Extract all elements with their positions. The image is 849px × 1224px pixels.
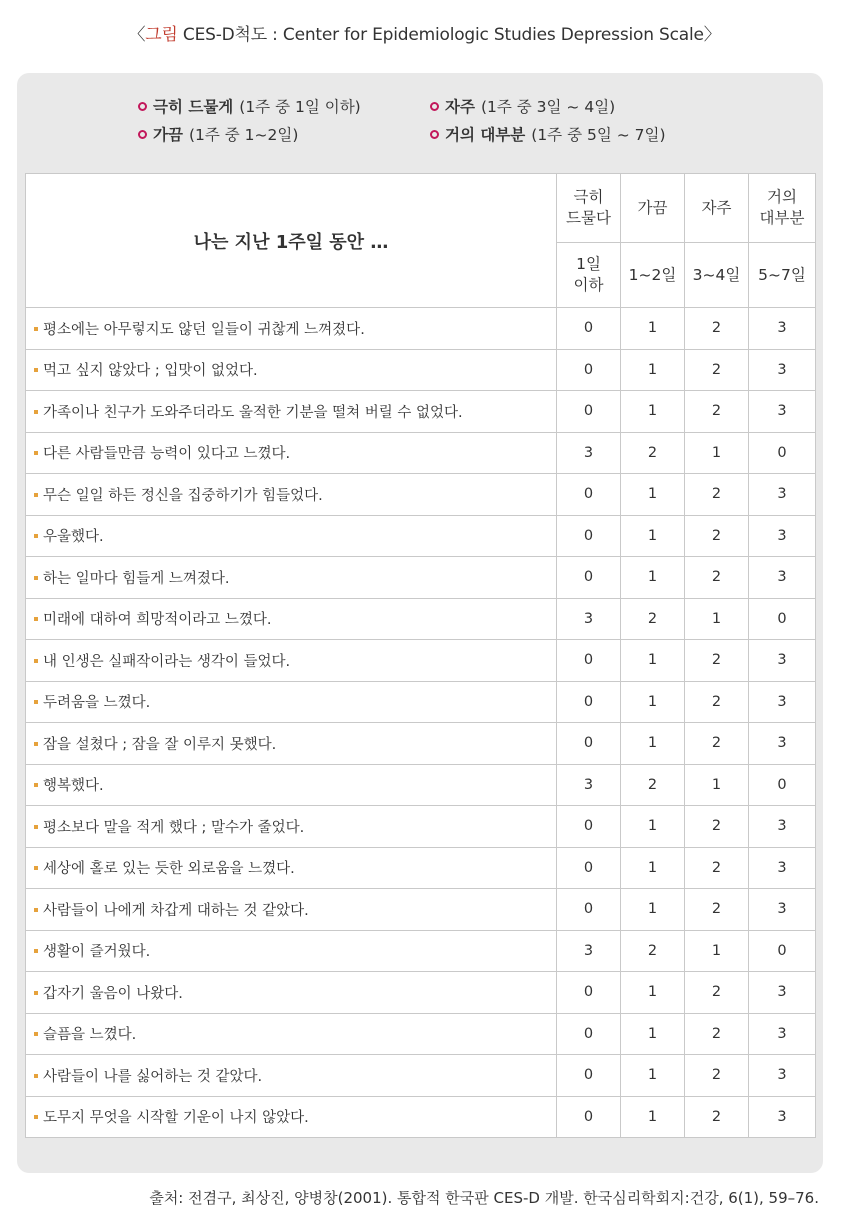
item-text: 갑자기 울음이 나왔다. bbox=[43, 985, 183, 1002]
score-cell: 0 bbox=[557, 806, 621, 848]
column-header-rarely bbox=[557, 174, 621, 243]
score-cell: 3 bbox=[749, 972, 816, 1014]
item-text: 사람들이 나에게 차갑게 대하는 것 같았다. bbox=[43, 902, 309, 919]
table-row bbox=[26, 557, 816, 599]
legend-detail: (1주 중 5일 ~ 7일) bbox=[531, 126, 666, 144]
item-text: 가족이나 친구가 도와주더라도 울적한 기분을 떨쳐 버릴 수 없었다. bbox=[43, 404, 463, 421]
item-cell bbox=[26, 515, 557, 557]
score-cell: 0 bbox=[557, 847, 621, 889]
table-row bbox=[26, 432, 816, 474]
score-cell: 1 bbox=[621, 349, 685, 391]
item-text: 평소보다 말을 적게 했다 ; 말수가 줄었다. bbox=[43, 819, 305, 836]
title-text: CES-D척도 : Center for Epidemiologic Studies Depression Scale bbox=[177, 25, 704, 45]
score-cell: 0 bbox=[749, 598, 816, 640]
score-cell: 0 bbox=[557, 681, 621, 723]
item-cell bbox=[26, 889, 557, 931]
column-subheader-mostly: 5~7일 bbox=[749, 243, 816, 308]
item-cell bbox=[26, 723, 557, 765]
legend-detail: (1주 중 3일 ~ 4일) bbox=[480, 98, 616, 116]
item-cell bbox=[26, 681, 557, 723]
score-cell: 0 bbox=[557, 640, 621, 682]
score-cell: 2 bbox=[685, 1055, 749, 1097]
title-close-bracket: 〉 bbox=[703, 25, 721, 45]
score-cell: 1 bbox=[685, 930, 749, 972]
score-cell: 1 bbox=[621, 847, 685, 889]
score-cell: 1 bbox=[621, 640, 685, 682]
figure-title bbox=[0, 20, 849, 45]
score-cell: 2 bbox=[685, 474, 749, 516]
score-cell: 3 bbox=[749, 640, 816, 682]
score-cell: 0 bbox=[557, 557, 621, 599]
square-bullet-icon bbox=[34, 783, 38, 787]
score-cell: 3 bbox=[749, 847, 816, 889]
header-line: 극히 bbox=[573, 188, 604, 206]
item-cell bbox=[26, 432, 557, 474]
item-text: 무슨 일일 하든 정신을 집중하기가 힘들었다. bbox=[43, 487, 323, 504]
square-bullet-icon bbox=[34, 825, 38, 829]
score-cell: 2 bbox=[685, 1096, 749, 1138]
item-text: 평소에는 아무렇지도 않던 일들이 귀찮게 느껴졌다. bbox=[43, 321, 365, 338]
item-text: 내 인생은 실패작이라는 생각이 들었다. bbox=[43, 653, 291, 670]
ring-bullet-icon bbox=[138, 102, 147, 111]
item-text: 두려움을 느꼈다. bbox=[43, 695, 151, 712]
item-cell bbox=[26, 847, 557, 889]
table-row bbox=[26, 723, 816, 765]
legend-term: 자주 bbox=[445, 98, 475, 116]
header-line: 자주 bbox=[701, 198, 732, 217]
column-header-often bbox=[685, 174, 749, 243]
score-cell: 2 bbox=[685, 889, 749, 931]
score-cell: 1 bbox=[621, 723, 685, 765]
score-cell: 3 bbox=[749, 1096, 816, 1138]
score-cell: 0 bbox=[557, 515, 621, 557]
score-cell: 1 bbox=[621, 1096, 685, 1138]
table-row bbox=[26, 930, 816, 972]
square-bullet-icon bbox=[34, 493, 38, 497]
square-bullet-icon bbox=[34, 742, 38, 746]
column-header-sometimes bbox=[621, 174, 685, 243]
table-row bbox=[26, 308, 816, 350]
item-text: 잠을 설쳤다 ; 잠을 잘 이루지 못했다. bbox=[43, 736, 277, 753]
score-cell: 2 bbox=[621, 764, 685, 806]
score-cell: 1 bbox=[621, 308, 685, 350]
table-row bbox=[26, 391, 816, 433]
score-cell: 2 bbox=[621, 432, 685, 474]
score-cell: 2 bbox=[685, 1013, 749, 1055]
score-cell: 0 bbox=[557, 1096, 621, 1138]
score-cell: 0 bbox=[557, 308, 621, 350]
score-cell: 3 bbox=[749, 557, 816, 599]
square-bullet-icon bbox=[34, 534, 38, 538]
item-cell bbox=[26, 972, 557, 1014]
table-row bbox=[26, 640, 816, 682]
square-bullet-icon bbox=[34, 327, 38, 331]
score-cell: 1 bbox=[685, 598, 749, 640]
header-line: 대부분 bbox=[759, 209, 805, 227]
score-cell: 3 bbox=[749, 515, 816, 557]
square-bullet-icon bbox=[34, 700, 38, 704]
square-bullet-icon bbox=[34, 1074, 38, 1078]
table-row bbox=[26, 972, 816, 1014]
item-cell bbox=[26, 598, 557, 640]
score-cell: 1 bbox=[621, 889, 685, 931]
score-cell: 0 bbox=[557, 349, 621, 391]
item-text: 생활이 즐거웠다. bbox=[43, 944, 151, 961]
item-text: 미래에 대하여 희망적이라고 느꼈다. bbox=[43, 612, 272, 629]
score-cell: 2 bbox=[621, 598, 685, 640]
square-bullet-icon bbox=[34, 368, 38, 372]
item-cell bbox=[26, 640, 557, 682]
square-bullet-icon bbox=[34, 576, 38, 580]
score-cell: 3 bbox=[749, 806, 816, 848]
table-header-main: 나는 지난 1주일 동안 … bbox=[26, 174, 557, 308]
score-cell: 3 bbox=[749, 1055, 816, 1097]
table-row bbox=[26, 1013, 816, 1055]
score-cell: 3 bbox=[557, 598, 621, 640]
score-cell: 0 bbox=[557, 1055, 621, 1097]
score-cell: 1 bbox=[621, 806, 685, 848]
ring-bullet-icon bbox=[430, 102, 439, 111]
ces-d-scale-table bbox=[25, 173, 816, 1138]
score-cell: 0 bbox=[749, 930, 816, 972]
square-bullet-icon bbox=[34, 617, 38, 621]
item-cell bbox=[26, 557, 557, 599]
square-bullet-icon bbox=[34, 451, 38, 455]
score-cell: 2 bbox=[685, 723, 749, 765]
column-subheader-often: 3~4일 bbox=[685, 243, 749, 308]
score-cell: 1 bbox=[621, 1013, 685, 1055]
score-cell: 1 bbox=[685, 764, 749, 806]
item-text: 슬픔을 느꼈다. bbox=[43, 1027, 137, 1044]
table-row bbox=[26, 764, 816, 806]
table-row bbox=[26, 474, 816, 516]
item-cell bbox=[26, 308, 557, 350]
figure-label: 그림 bbox=[145, 25, 178, 45]
table-row bbox=[26, 349, 816, 391]
score-cell: 1 bbox=[621, 557, 685, 599]
square-bullet-icon bbox=[34, 410, 38, 414]
item-text: 먹고 싶지 않았다 ; 입맛이 없었다. bbox=[43, 363, 258, 380]
header-line: 드물다 bbox=[566, 209, 611, 227]
item-cell bbox=[26, 474, 557, 516]
column-subheader-sometimes: 1~2일 bbox=[621, 243, 685, 308]
score-cell: 0 bbox=[557, 972, 621, 1014]
score-cell: 3 bbox=[749, 681, 816, 723]
ring-bullet-icon bbox=[138, 130, 147, 139]
square-bullet-icon bbox=[34, 991, 38, 995]
square-bullet-icon bbox=[34, 659, 38, 663]
score-cell: 3 bbox=[749, 308, 816, 350]
score-cell: 2 bbox=[685, 847, 749, 889]
subheader-line: 1일 bbox=[576, 255, 601, 273]
score-cell: 3 bbox=[557, 432, 621, 474]
score-cell: 0 bbox=[557, 723, 621, 765]
score-cell: 0 bbox=[749, 432, 816, 474]
score-cell: 0 bbox=[557, 889, 621, 931]
square-bullet-icon bbox=[34, 866, 38, 870]
legend-item-often bbox=[430, 95, 750, 117]
subheader-line: 이하 bbox=[573, 276, 604, 294]
item-cell bbox=[26, 930, 557, 972]
legend-item-sometimes bbox=[138, 123, 430, 145]
item-cell bbox=[26, 764, 557, 806]
column-subheader-rarely bbox=[557, 243, 621, 308]
legend-term: 가끔 bbox=[153, 126, 183, 144]
score-cell: 3 bbox=[749, 889, 816, 931]
score-cell: 3 bbox=[557, 764, 621, 806]
item-cell bbox=[26, 1013, 557, 1055]
table-row bbox=[26, 806, 816, 848]
score-cell: 3 bbox=[749, 391, 816, 433]
item-text: 사람들이 나를 싫어하는 것 같았다. bbox=[43, 1068, 263, 1085]
score-cell: 3 bbox=[749, 723, 816, 765]
score-cell: 0 bbox=[557, 1013, 621, 1055]
score-cell: 1 bbox=[621, 515, 685, 557]
score-cell: 0 bbox=[557, 474, 621, 516]
square-bullet-icon bbox=[34, 1115, 38, 1119]
score-cell: 2 bbox=[685, 308, 749, 350]
table-row bbox=[26, 1055, 816, 1097]
table-row bbox=[26, 847, 816, 889]
legend-detail: (1주 중 1~2일) bbox=[188, 126, 299, 144]
score-cell: 2 bbox=[685, 806, 749, 848]
item-cell bbox=[26, 1055, 557, 1097]
legend-term: 극히 드물게 bbox=[153, 98, 234, 116]
title-open-bracket: 〈 bbox=[128, 25, 146, 45]
item-text: 하는 일마다 힘들게 느껴졌다. bbox=[43, 570, 230, 587]
square-bullet-icon bbox=[34, 908, 38, 912]
score-cell: 2 bbox=[685, 349, 749, 391]
score-cell: 1 bbox=[621, 681, 685, 723]
score-cell: 3 bbox=[749, 1013, 816, 1055]
frequency-legend bbox=[138, 95, 758, 145]
score-cell: 2 bbox=[685, 391, 749, 433]
table-row bbox=[26, 598, 816, 640]
table-row bbox=[26, 889, 816, 931]
score-cell: 1 bbox=[685, 432, 749, 474]
score-cell: 1 bbox=[621, 474, 685, 516]
score-cell: 1 bbox=[621, 1055, 685, 1097]
item-cell bbox=[26, 349, 557, 391]
table-row bbox=[26, 1096, 816, 1138]
square-bullet-icon bbox=[34, 949, 38, 953]
item-text: 도무지 무엇을 시작할 기운이 나지 않았다. bbox=[43, 1110, 309, 1127]
score-cell: 2 bbox=[685, 681, 749, 723]
score-cell: 3 bbox=[557, 930, 621, 972]
table-row bbox=[26, 515, 816, 557]
item-cell bbox=[26, 1096, 557, 1138]
source-citation: 출처: 전겸구, 최상진, 양병창(2001). 통합적 한국판 CES-D 개발. 한국심리학회지:건강, 6(1), 59–76. bbox=[149, 1189, 819, 1207]
legend-detail: (1주 중 1일 이하) bbox=[239, 98, 361, 116]
item-text: 행복했다. bbox=[43, 778, 104, 795]
score-cell: 2 bbox=[621, 930, 685, 972]
score-cell: 2 bbox=[685, 515, 749, 557]
score-cell: 1 bbox=[621, 972, 685, 1014]
score-cell: 3 bbox=[749, 349, 816, 391]
legend-item-mostly bbox=[430, 123, 750, 145]
score-cell: 2 bbox=[685, 972, 749, 1014]
header-line: 가끔 bbox=[637, 198, 668, 217]
header-line: 거의 bbox=[767, 188, 797, 206]
table-row bbox=[26, 681, 816, 723]
score-cell: 0 bbox=[749, 764, 816, 806]
score-cell: 3 bbox=[749, 474, 816, 516]
item-text: 세상에 홀로 있는 듯한 외로움을 느꼈다. bbox=[43, 861, 295, 878]
legend-item-rarely bbox=[138, 95, 430, 117]
ring-bullet-icon bbox=[430, 130, 439, 139]
item-text: 다른 사람들만큼 능력이 있다고 느꼈다. bbox=[43, 446, 291, 463]
score-cell: 0 bbox=[557, 391, 621, 433]
item-text: 우울했다. bbox=[43, 529, 104, 546]
score-cell: 1 bbox=[621, 391, 685, 433]
score-cell: 2 bbox=[685, 557, 749, 599]
score-cell: 2 bbox=[685, 640, 749, 682]
item-cell bbox=[26, 391, 557, 433]
column-header-mostly bbox=[749, 174, 816, 243]
square-bullet-icon bbox=[34, 1032, 38, 1036]
item-cell bbox=[26, 806, 557, 848]
legend-term: 거의 대부분 bbox=[445, 126, 526, 144]
